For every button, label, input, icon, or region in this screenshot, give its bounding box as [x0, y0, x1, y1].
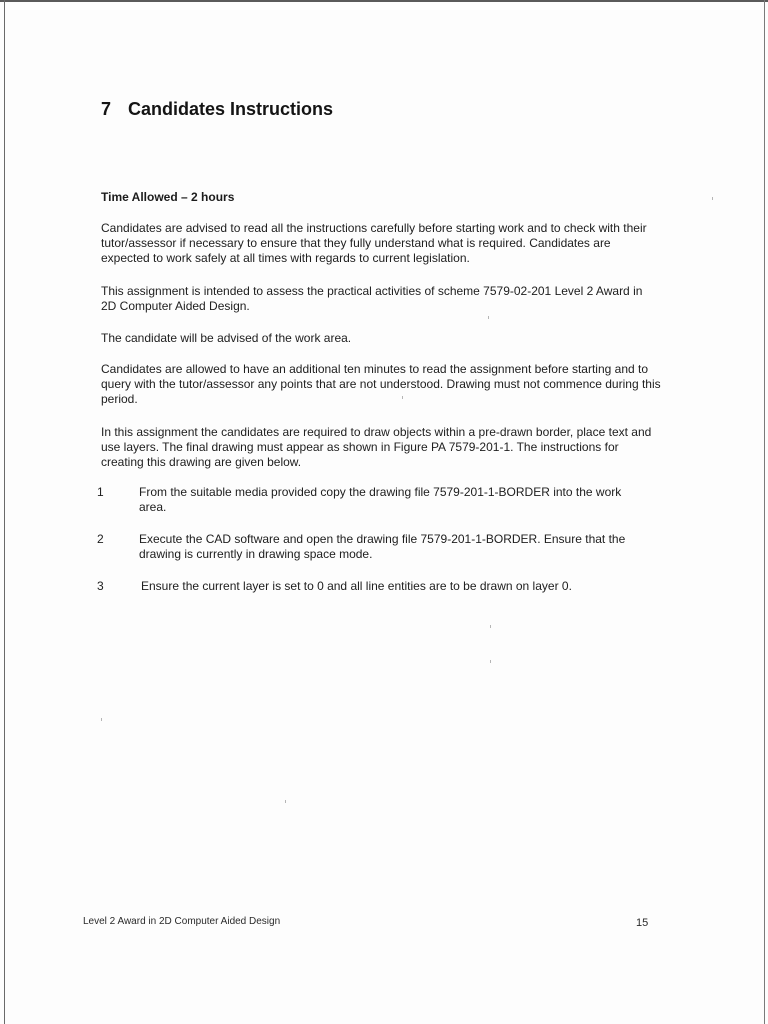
paragraph-instructions: Candidates are advised to read all the instructions carefully before starting work and to check with their tutor/assessor if necessary to ensure that they fully understand what is required. Candidates are expected to work safely at all times with regards to current legislation.: [101, 221, 647, 265]
scan-speck: [490, 660, 491, 663]
scan-speck: [101, 718, 102, 721]
scan-edge-top: [0, 0, 768, 2]
paragraph-assignment-overview: In this assignment the candidates are required to draw objects within a pre-drawn border, place text and use layers. The final drawing must appear as shown in Figure PA 7579-201-1. The instructions for creating this drawing are given below.: [101, 425, 652, 469]
scan-speck: [285, 800, 286, 803]
footer-page-number: 15: [636, 917, 649, 929]
paragraph-work-area: The candidate will be advised of the work area.: [101, 331, 352, 345]
scan-speck: [402, 396, 403, 399]
section-heading: [101, 97, 333, 121]
paragraph-assessment-scope: This assignment is intended to assess the practical activities of scheme 7579-02-201 Level 2 Award in 2D Computer Aided Design.: [101, 284, 643, 313]
section-title: Candidates Instructions: [128, 99, 334, 119]
time-allowed-heading: Time Allowed – 2 hours: [101, 190, 235, 204]
step-text: Execute the CAD software and open the drawing file 7579-201-1-BORDER. Ensure that the drawing is currently in drawing space mode.: [139, 532, 626, 561]
paragraph-reading-time: Candidates are allowed to have an additional ten minutes to read the assignment before starting and to query with the tutor/assessor any points that are not understood. Drawing must not commence during this period.: [101, 362, 661, 406]
step-number: 1: [97, 485, 104, 499]
scan-edge-right: [764, 0, 765, 1024]
step-number: 2: [97, 532, 104, 546]
section-number: 7: [101, 99, 112, 119]
scan-speck: [712, 197, 713, 200]
scan-speck: [490, 625, 491, 628]
step-text: Ensure the current layer is set to 0 and all line entities are to be drawn on layer 0.: [141, 579, 572, 593]
scan-edge-left: [4, 0, 5, 1024]
step-text: From the suitable media provided copy the drawing file 7579-201-1-BORDER into the work area.: [139, 485, 622, 514]
scan-speck: [488, 316, 489, 319]
step-number: 3: [97, 579, 104, 593]
footer-course-title: Level 2 Award in 2D Computer Aided Design: [83, 916, 281, 927]
